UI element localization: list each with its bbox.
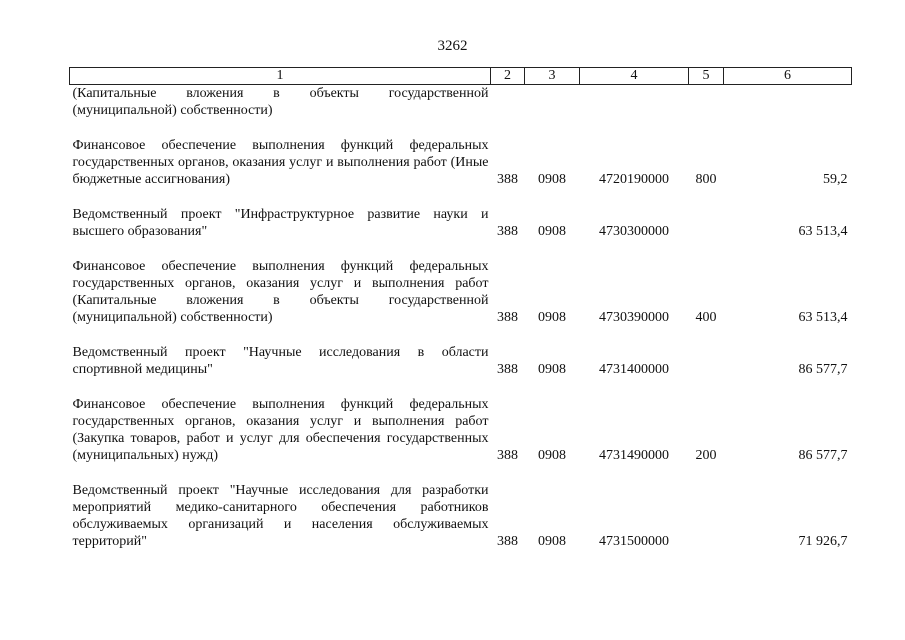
row-amount: 86 577,7 [798, 362, 848, 377]
row-department-code [491, 85, 525, 120]
column-header-2: 2 [491, 68, 525, 85]
row-department-code: 388 [497, 172, 518, 187]
row-description: (Капитальные вложения в объекты государственной (муниципальной) собственности) [72, 86, 489, 118]
row-section-code: 0908 [538, 448, 566, 463]
row-section-code: 0908 [538, 172, 566, 187]
row-amount: 63 513,4 [798, 310, 848, 325]
row-target-article: 4731500000 [599, 534, 669, 549]
table-row [70, 137, 852, 188]
column-header-4: 4 [580, 68, 689, 85]
column-header-3: 3 [525, 68, 580, 85]
column-header-5: 5 [689, 68, 724, 85]
row-department-code: 388 [497, 448, 518, 463]
table-row [70, 85, 852, 120]
row-description: Финансовое обеспечение выполнения функций федеральных государственных органов, оказания услуг и выполнения работ (Иные бюджетные ассигнования) [72, 138, 489, 187]
row-description: Финансовое обеспечение выполнения функций федеральных государственных органов, оказания услуг и выполнения работ (Закупка товаров, работ и услуг для обеспечения государственных (муниципальных) нужд) [72, 397, 489, 463]
row-target-article [580, 85, 689, 120]
row-expense-type [689, 482, 724, 550]
row-spacer [70, 188, 852, 206]
row-department-code: 388 [497, 534, 518, 549]
row-section-code: 0908 [538, 224, 566, 239]
row-expense-type [689, 85, 724, 120]
row-target-article: 4720190000 [599, 172, 669, 187]
row-spacer [70, 464, 852, 482]
budget-table [69, 67, 852, 550]
row-target-article: 4731400000 [599, 362, 669, 377]
row-target-article: 4730390000 [599, 310, 669, 325]
row-section-code [525, 85, 580, 120]
row-target-article: 4730300000 [599, 224, 669, 239]
row-expense-type: 400 [695, 310, 717, 325]
row-description: Ведомственный проект "Научные исследования для разработки мероприятий медико-санитарного обеспечения работников обслуживаемых организаций и населения обслуживаемых территорий" [72, 483, 489, 549]
table-row [70, 206, 852, 240]
row-amount: 71 926,7 [798, 534, 848, 549]
row-amount [724, 85, 852, 120]
row-amount: 59,2 [823, 172, 848, 187]
row-amount: 86 577,7 [798, 448, 848, 463]
column-number-row [70, 68, 852, 85]
row-expense-type [689, 344, 724, 378]
table-row [70, 344, 852, 378]
row-department-code: 388 [497, 362, 518, 377]
column-header-1: 1 [70, 68, 491, 85]
table-row [70, 396, 852, 464]
row-spacer [70, 240, 852, 258]
row-section-code: 0908 [538, 362, 566, 377]
row-section-code: 0908 [538, 534, 566, 549]
row-expense-type: 800 [695, 172, 717, 187]
row-amount: 63 513,4 [798, 224, 848, 239]
column-header-6: 6 [724, 68, 852, 85]
row-description: Финансовое обеспечение выполнения функций федеральных государственных органов, оказания услуг и выполнения работ (Капитальные вложения в объекты государственной (муниципальной) собственности) [72, 259, 489, 325]
row-spacer [70, 378, 852, 396]
row-department-code: 388 [497, 310, 518, 325]
row-department-code: 388 [497, 224, 518, 239]
row-expense-type: 200 [695, 448, 717, 463]
row-spacer [70, 119, 852, 137]
row-description: Ведомственный проект "Научные исследования в области спортивной медицины" [72, 345, 489, 377]
row-description: Ведомственный проект "Инфраструктурное развитие науки и высшего образования" [72, 207, 489, 239]
table-row [70, 482, 852, 550]
table-row [70, 258, 852, 326]
row-section-code: 0908 [538, 310, 566, 325]
row-spacer [70, 326, 852, 344]
row-expense-type [689, 206, 724, 240]
page-number: 3262 [437, 38, 468, 54]
row-target-article: 4731490000 [599, 448, 669, 463]
